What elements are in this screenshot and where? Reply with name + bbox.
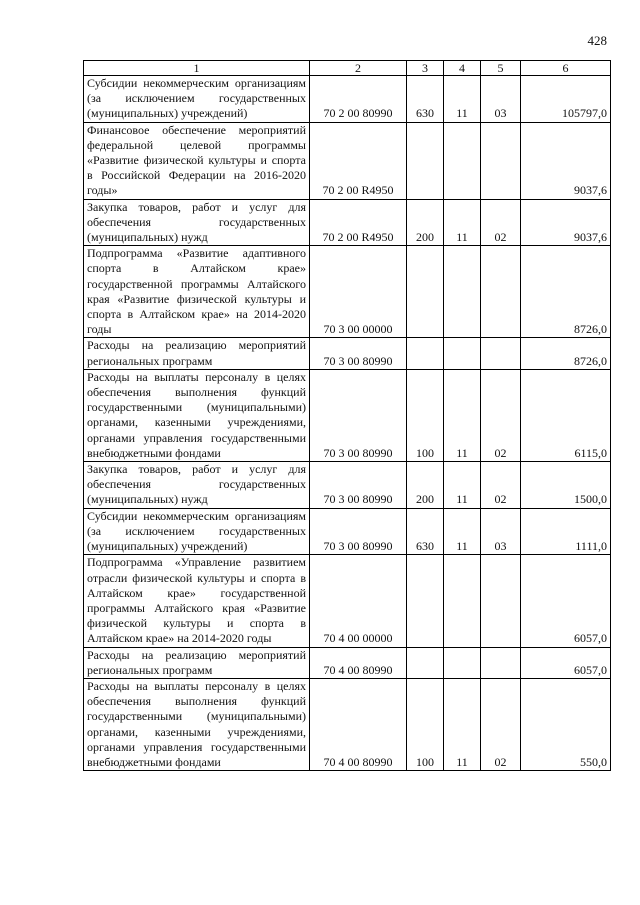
- row-sum: 8726,0: [521, 338, 611, 369]
- table-row: [84, 369, 611, 461]
- table-row: [84, 76, 611, 123]
- row-expense-type: [407, 338, 444, 369]
- table-row: [84, 246, 611, 338]
- row-name: Финансовое обеспечение мероприятий федеральной целевой программы «Развитие физической культуры и спорта в Российской Федерации на 2016-2020 годы»: [84, 122, 310, 199]
- row-name: Субсидии некоммерческим организациям (за исключением государственных (муниципальных) учреждений): [84, 508, 310, 555]
- row-target-article: 70 3 00 80990: [310, 369, 407, 461]
- row-section: 11: [444, 462, 481, 509]
- row-sum: 6115,0: [521, 369, 611, 461]
- row-section: 11: [444, 678, 481, 770]
- row-name: Закупка товаров, работ и услуг для обеспечения государственных (муниципальных) нужд: [84, 462, 310, 509]
- row-name: Закупка товаров, работ и услуг для обеспечения государственных (муниципальных) нужд: [84, 199, 310, 246]
- table-header-row: [84, 61, 611, 76]
- row-expense-type: 630: [407, 508, 444, 555]
- row-subsection: 02: [481, 462, 521, 509]
- header-cell: 1: [84, 61, 310, 76]
- row-target-article: 70 3 00 80990: [310, 338, 407, 369]
- header-cell: 4: [444, 61, 481, 76]
- header-cell: 5: [481, 61, 521, 76]
- row-subsection: 02: [481, 369, 521, 461]
- row-sum: 6057,0: [521, 647, 611, 678]
- row-expense-type: 100: [407, 369, 444, 461]
- row-target-article: 70 4 00 80990: [310, 678, 407, 770]
- row-subsection: [481, 338, 521, 369]
- row-name: Расходы на реализацию мероприятий региональных программ: [84, 647, 310, 678]
- table-row: [84, 338, 611, 369]
- row-name: Субсидии некоммерческим организациям (за исключением государственных (муниципальных) учреждений): [84, 76, 310, 123]
- row-target-article: 70 2 00 R4950: [310, 199, 407, 246]
- row-sum: 1500,0: [521, 462, 611, 509]
- row-expense-type: 200: [407, 462, 444, 509]
- header-cell: 3: [407, 61, 444, 76]
- row-section: [444, 647, 481, 678]
- budget-table: [83, 60, 611, 771]
- row-name: Расходы на выплаты персоналу в целях обеспечения выполнения функций государственными (муниципальными) органами, казенными учреждениями, органами управления государственными внебюджетными фондами: [84, 369, 310, 461]
- row-sum: 9037,6: [521, 122, 611, 199]
- row-expense-type: [407, 555, 444, 647]
- table-row: [84, 555, 611, 647]
- row-expense-type: [407, 246, 444, 338]
- row-target-article: 70 3 00 00000: [310, 246, 407, 338]
- row-subsection: 02: [481, 678, 521, 770]
- row-section: [444, 246, 481, 338]
- row-subsection: [481, 122, 521, 199]
- header-cell: 2: [310, 61, 407, 76]
- row-section: 11: [444, 369, 481, 461]
- row-section: [444, 122, 481, 199]
- row-target-article: 70 3 00 80990: [310, 508, 407, 555]
- row-section: [444, 338, 481, 369]
- row-subsection: [481, 555, 521, 647]
- row-name: Подпрограмма «Управление развитием отрасли физической культуры и спорта в Алтайском крае» государственной программы Алтайского края «Развитие физической культуры и спорта в Алтайском крае» на 2014-2020 годы: [84, 555, 310, 647]
- row-expense-type: 100: [407, 678, 444, 770]
- row-sum: 105797,0: [521, 76, 611, 123]
- row-subsection: [481, 647, 521, 678]
- row-target-article: 70 4 00 80990: [310, 647, 407, 678]
- page-number: 428: [587, 33, 607, 48]
- row-target-article: 70 2 00 80990: [310, 76, 407, 123]
- row-expense-type: 630: [407, 76, 444, 123]
- table-row: [84, 508, 611, 555]
- row-name: Расходы на реализацию мероприятий региональных программ: [84, 338, 310, 369]
- row-section: 11: [444, 76, 481, 123]
- table-row: [84, 678, 611, 770]
- row-subsection: 03: [481, 76, 521, 123]
- row-target-article: 70 3 00 80990: [310, 462, 407, 509]
- header-cell: 6: [521, 61, 611, 76]
- row-sum: 1111,0: [521, 508, 611, 555]
- row-section: [444, 555, 481, 647]
- row-subsection: [481, 246, 521, 338]
- row-expense-type: [407, 122, 444, 199]
- table-row: [84, 647, 611, 678]
- row-section: 11: [444, 508, 481, 555]
- row-subsection: 02: [481, 199, 521, 246]
- row-sum: 6057,0: [521, 555, 611, 647]
- row-expense-type: 200: [407, 199, 444, 246]
- row-section: 11: [444, 199, 481, 246]
- table-row: [84, 199, 611, 246]
- row-expense-type: [407, 647, 444, 678]
- row-sum: 8726,0: [521, 246, 611, 338]
- row-target-article: 70 4 00 00000: [310, 555, 407, 647]
- row-sum: 9037,6: [521, 199, 611, 246]
- row-name: Расходы на выплаты персоналу в целях обеспечения выполнения функций государственными (муниципальными) органами, казенными учреждениями, органами управления государственными внебюджетными фондами: [84, 678, 310, 770]
- row-target-article: 70 2 00 R4950: [310, 122, 407, 199]
- row-sum: 550,0: [521, 678, 611, 770]
- row-name: Подпрограмма «Развитие адаптивного спорта в Алтайском крае» государственной программы Алтайского края «Развитие физической культуры и спорта в Алтайском крае» на 2014-2020 годы: [84, 246, 310, 338]
- table-row: [84, 462, 611, 509]
- row-subsection: 03: [481, 508, 521, 555]
- table-row: [84, 122, 611, 199]
